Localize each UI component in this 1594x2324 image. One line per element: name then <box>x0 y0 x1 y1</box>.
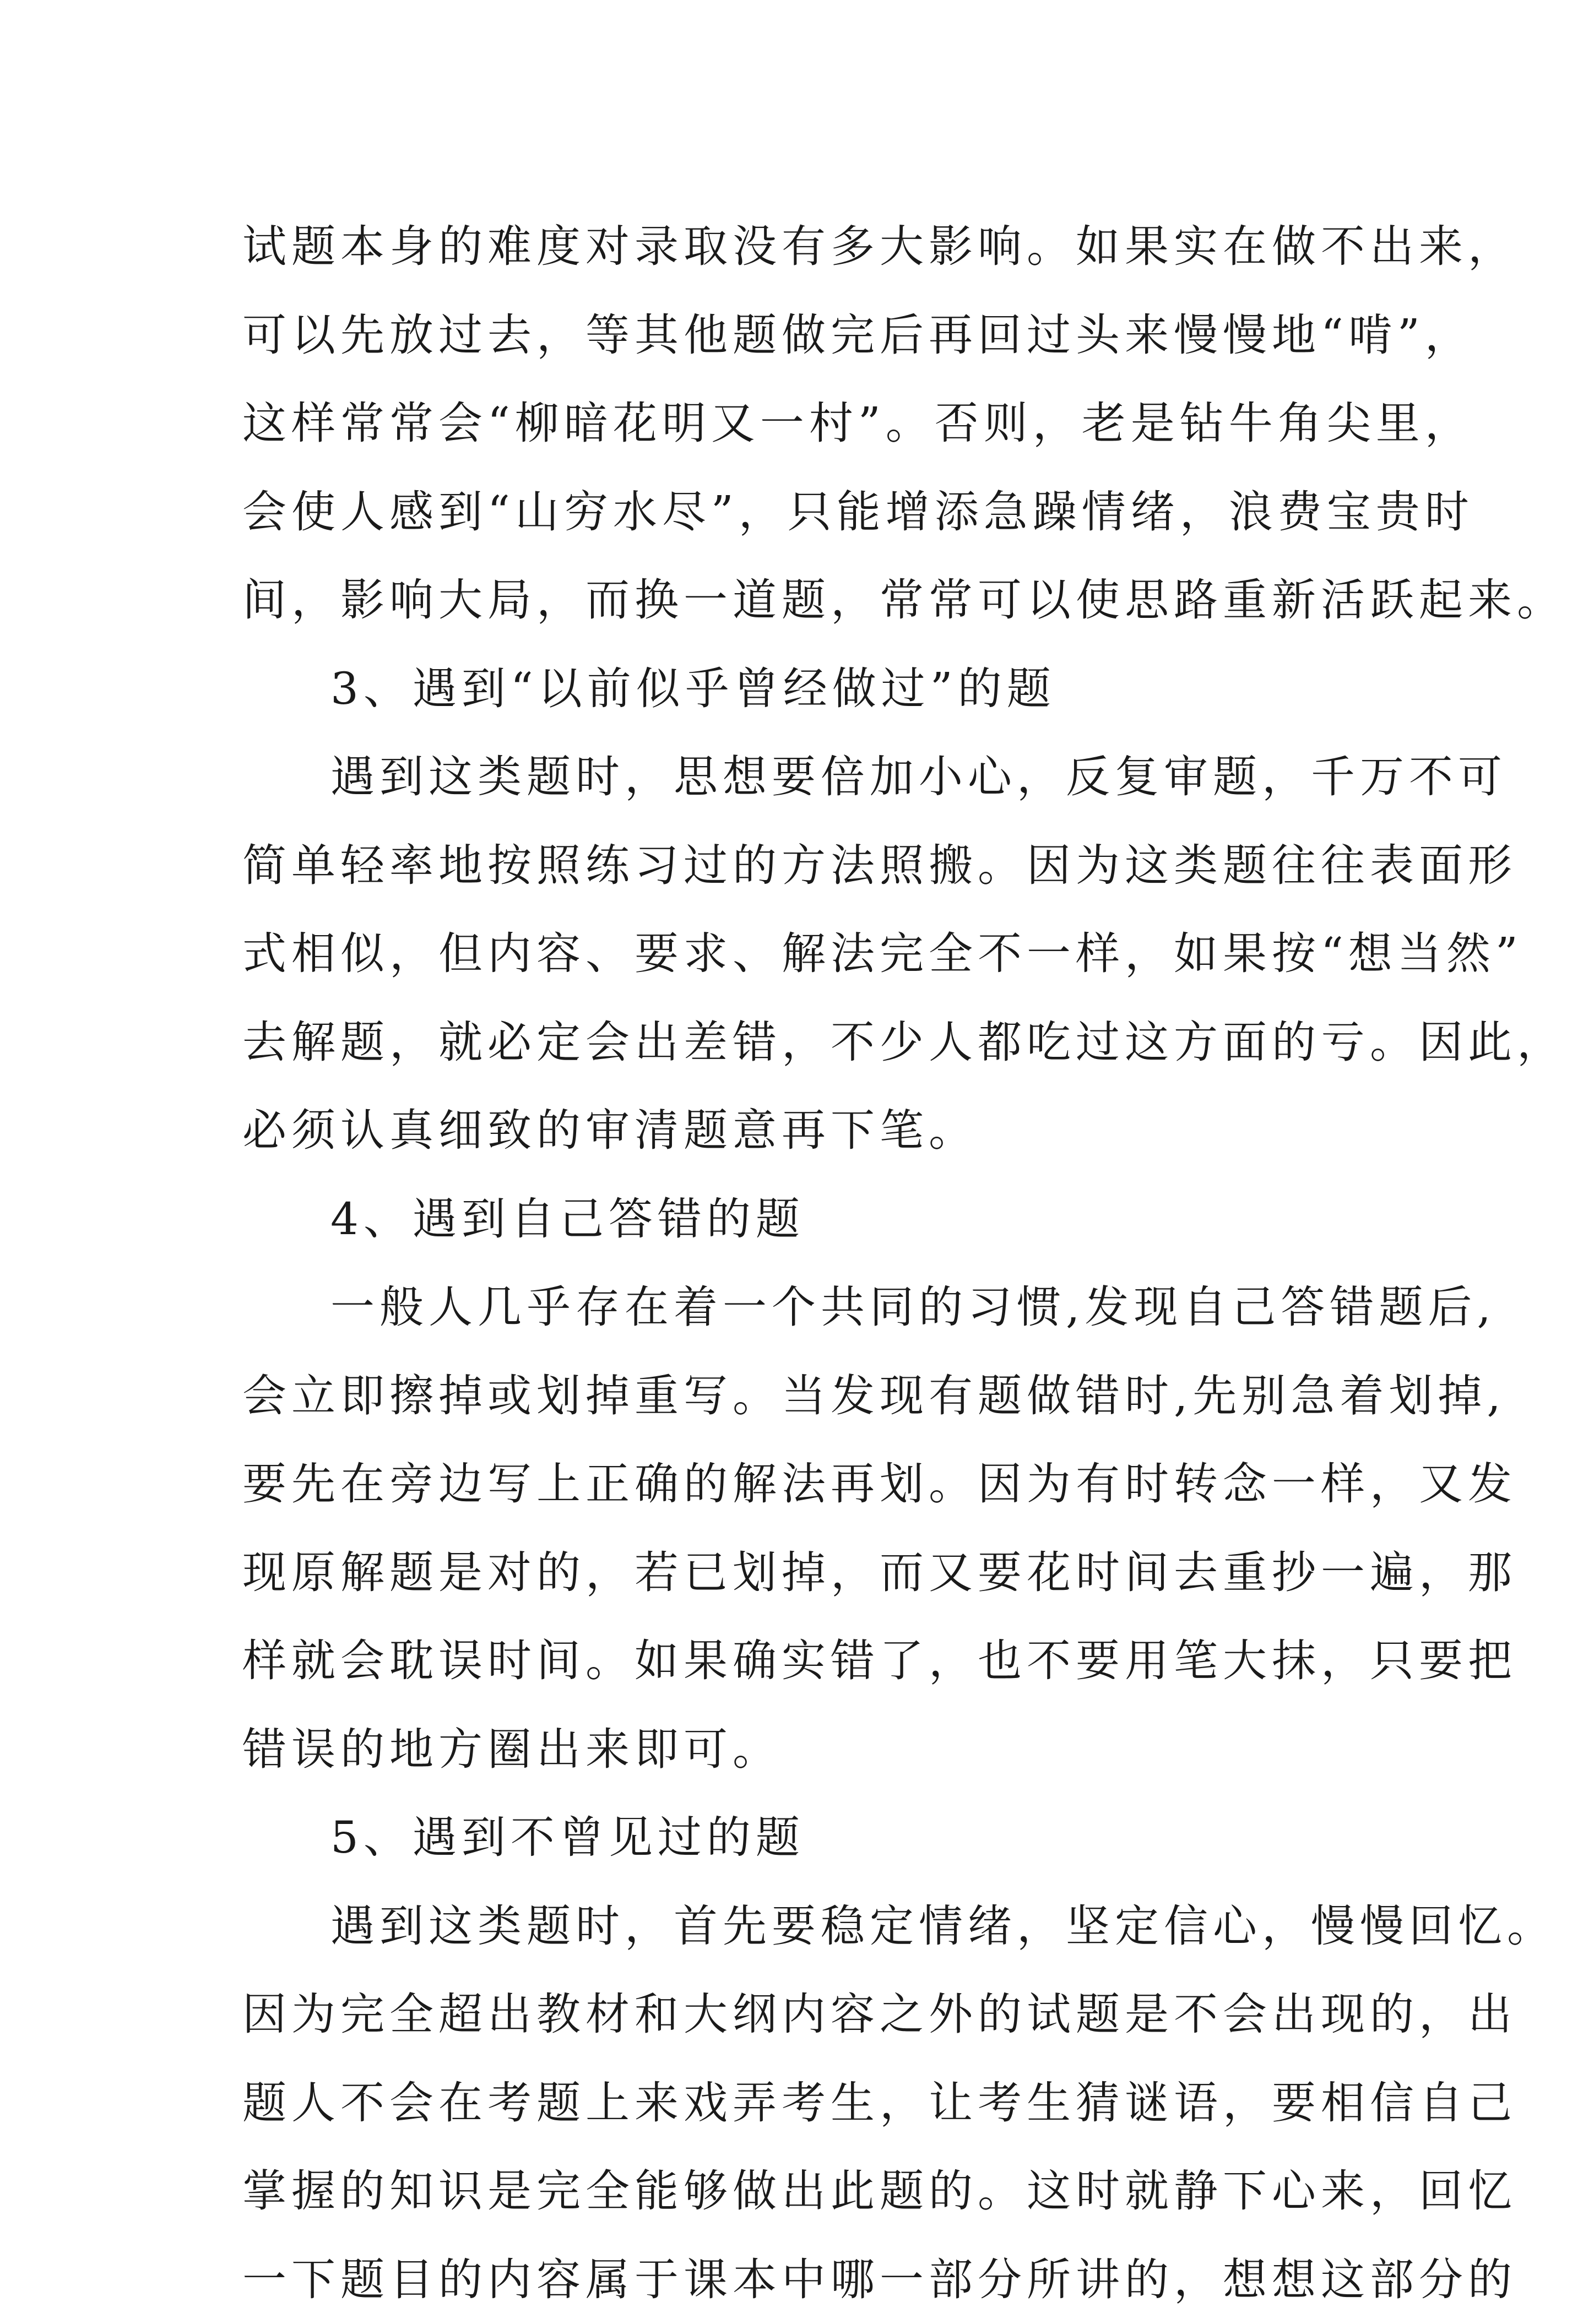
text-line: 式相似，但内容、要求、解法完全不一样，如果按“想当然” <box>242 910 1366 998</box>
text-line: 一般人几乎存在着一个共同的习惯,发现自己答错题后, <box>242 1263 1366 1352</box>
text-line: 现原解题是对的，若已划掉，而又要花时间去重抄一遍，那 <box>242 1529 1366 1617</box>
text-line: 会立即擦掉或划掉重写。当发现有题做错时,先别急着划掉, <box>242 1352 1366 1441</box>
body-text <box>242 203 1366 2324</box>
text-line: 错误的地方圈出来即可。 <box>242 1706 1366 1794</box>
text-line: 样就会耽误时间。如果确实错了，也不要用笔大抹，只要把 <box>242 1617 1366 1706</box>
text-line: 一下题目的内容属于课本中哪一部分所讲的，想想这部分的 <box>242 2236 1366 2324</box>
text-line: 要先在旁边写上正确的解法再划。因为有时转念一样，又发 <box>242 1440 1366 1529</box>
text-line: 会使人感到“山穷水尽”，只能增添急躁情绪，浪费宝贵时 <box>242 468 1366 557</box>
section-heading: 3、遇到“以前似乎曾经做过”的题 <box>242 645 1366 734</box>
text-line: 必须认真细致的审清题意再下笔。 <box>242 1087 1366 1175</box>
text-line: 简单轻率地按照练习过的方法照搬。因为这类题往往表面形 <box>242 822 1366 910</box>
text-line: 遇到这类题时，思想要倍加小心，反复审题，千万不可 <box>242 733 1366 822</box>
text-line: 遇到这类题时，首先要稳定情绪，坚定信心，慢慢回忆。 <box>242 1882 1366 1971</box>
text-line: 间，影响大局，而换一道题，常常可以使思路重新活跃起来。 <box>242 556 1366 645</box>
text-line: 去解题，就必定会出差错，不少人都吃过这方面的亏。因此， <box>242 998 1366 1087</box>
section-heading: 4、遇到自己答错的题 <box>242 1175 1366 1264</box>
text-line: 可以先放过去，等其他题做完后再回过头来慢慢地“啃”， <box>242 291 1366 380</box>
text-line: 试题本身的难度对录取没有多大影响。如果实在做不出来， <box>242 203 1366 291</box>
section-heading: 5、遇到不曾见过的题 <box>242 1794 1366 1882</box>
text-line: 因为完全超出教材和大纲内容之外的试题是不会出现的，出 <box>242 1970 1366 2059</box>
text-line: 题人不会在考题上来戏弄考生，让考生猜谜语，要相信自己 <box>242 2059 1366 2148</box>
text-line: 掌握的知识是完全能够做出此题的。这时就静下心来，回忆 <box>242 2147 1366 2236</box>
text-line: 这样常常会“柳暗花明又一村”。否则，老是钻牛角尖里， <box>242 379 1366 468</box>
